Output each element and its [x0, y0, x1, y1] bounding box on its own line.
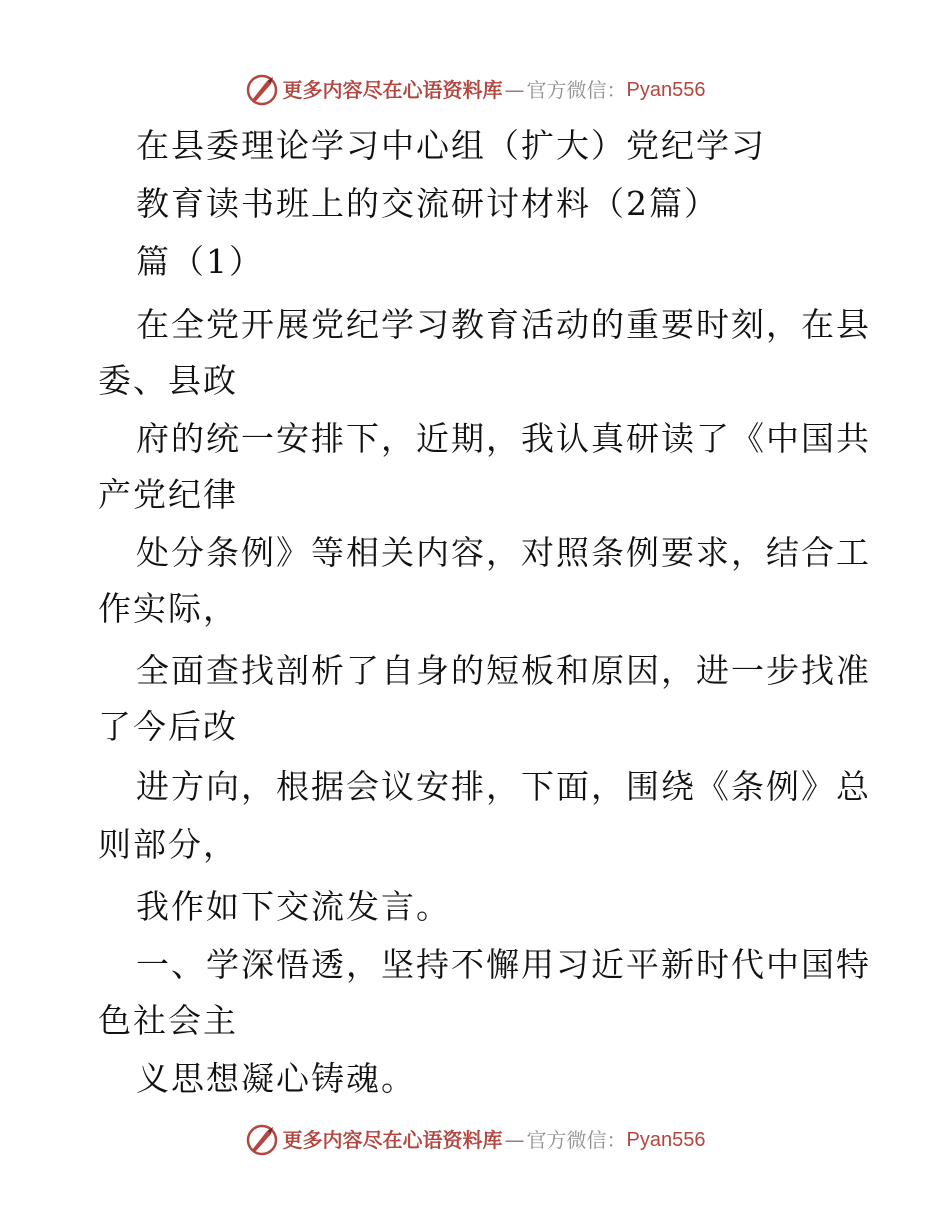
paragraph-line: 色社会主	[98, 1001, 238, 1040]
paragraph-line: 处分条例》等相关内容，对照条例要求，结合工	[136, 533, 871, 572]
paragraph-line: 全面查找剖析了自身的短板和原因，进一步找准	[136, 651, 871, 690]
paragraph-line: 则部分，	[98, 825, 238, 864]
watermark-dash: —	[504, 78, 525, 102]
paragraph-line: 委、县政	[98, 361, 238, 400]
paragraph-line: 了今后改	[98, 707, 238, 746]
footer-watermark	[0, 1120, 950, 1160]
quill-logo-icon	[245, 73, 279, 107]
paragraph-line: 产党纪律	[98, 475, 238, 514]
document-title-line-2: 教育读书班上的交流研讨材料（2篇）	[136, 184, 719, 223]
watermark-brand: 更多内容尽在心语资料库	[282, 78, 503, 102]
watermark-official-label: 官方微信：	[526, 78, 627, 102]
paragraph-line: 进方向，根据会议安排，下面，围绕《条例》总	[136, 767, 871, 806]
section-heading: 篇（1）	[136, 242, 264, 281]
paragraph-line: 我作如下交流发言。	[136, 887, 451, 926]
document-title-line-1: 在县委理论学习中心组（扩大）党纪学习	[136, 126, 766, 165]
paragraph-line: 义思想凝心铸魂。	[136, 1059, 416, 1098]
paragraph-line: 在全党开展党纪学习教育活动的重要时刻，在县	[136, 305, 871, 344]
quill-logo-icon	[245, 1123, 279, 1157]
watermark-brand: 更多内容尽在心语资料库	[282, 1128, 503, 1152]
watermark-account-id: Pyan556	[626, 1129, 706, 1151]
watermark-dash: —	[504, 1128, 525, 1152]
watermark-official-label: 官方微信：	[526, 1128, 627, 1152]
paragraph-line: 府的统一安排下，近期，我认真研读了《中国共	[136, 419, 871, 458]
header-watermark	[0, 70, 950, 110]
paragraph-line: 一、学深悟透，坚持不懈用习近平新时代中国特	[136, 945, 871, 984]
paragraph-line: 作实际，	[98, 589, 238, 628]
watermark-account-id: Pyan556	[626, 79, 706, 101]
